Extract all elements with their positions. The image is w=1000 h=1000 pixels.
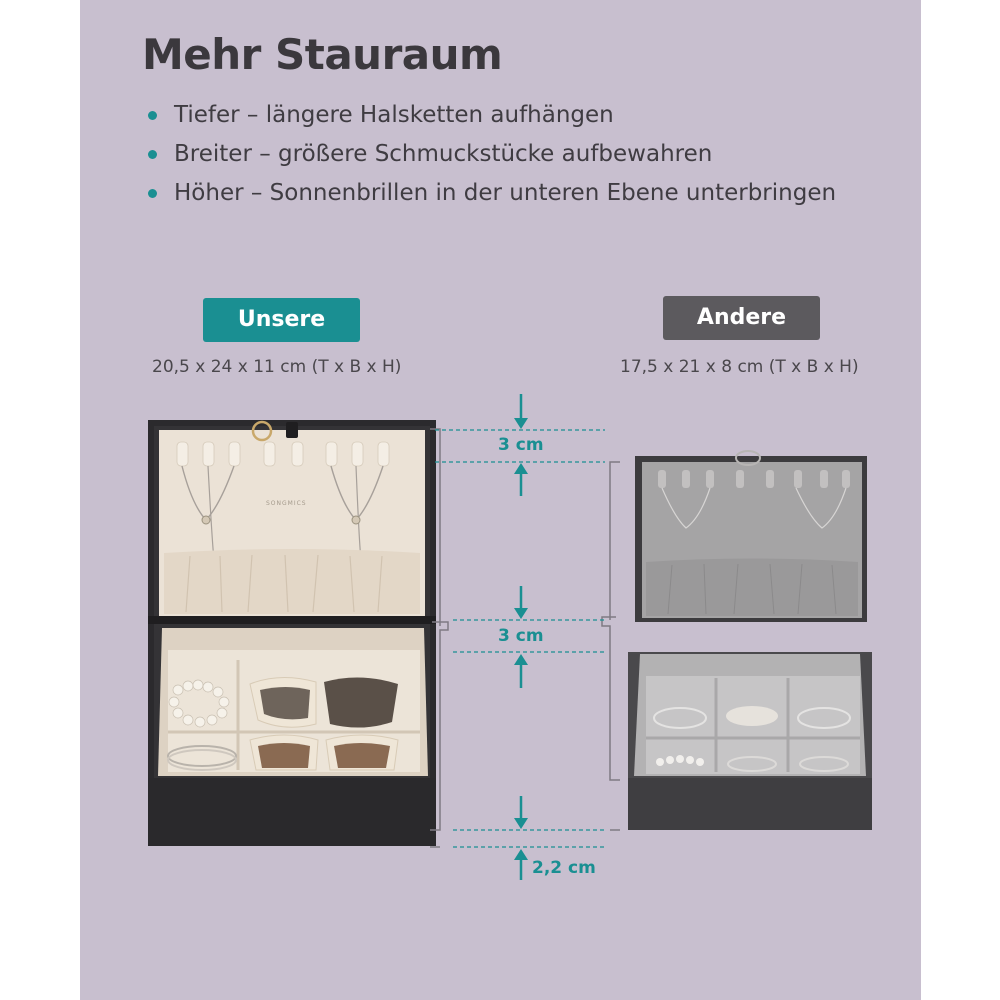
brand-mark: SONGMICS xyxy=(266,500,307,507)
base-height-label: 2,2 cm xyxy=(532,858,596,878)
ours-badge: Unsere xyxy=(203,298,360,342)
infographic-panel xyxy=(80,0,921,1000)
other-jewelry-box xyxy=(628,451,872,830)
product-illustration xyxy=(80,0,921,1000)
tray-height-label: 3 cm xyxy=(498,626,544,646)
feature-text: Tiefer – längere Halsketten aufhängen xyxy=(174,102,614,128)
page-title: Mehr Stauraum xyxy=(142,30,503,79)
ours-dimensions: 20,5 x 24 x 11 cm (T x B x H) xyxy=(152,357,402,377)
feature-text: Höher – Sonnenbrillen in der unteren Ebene unterbringen xyxy=(174,180,837,206)
other-dimensions: 17,5 x 21 x 8 cm (T x B x H) xyxy=(620,357,859,377)
feature-text: Breiter – größere Schmuckstücke aufbewahren xyxy=(174,141,713,167)
lid-depth-label: 3 cm xyxy=(498,435,544,455)
our-jewelry-box xyxy=(148,420,436,846)
other-badge: Andere xyxy=(663,296,820,340)
